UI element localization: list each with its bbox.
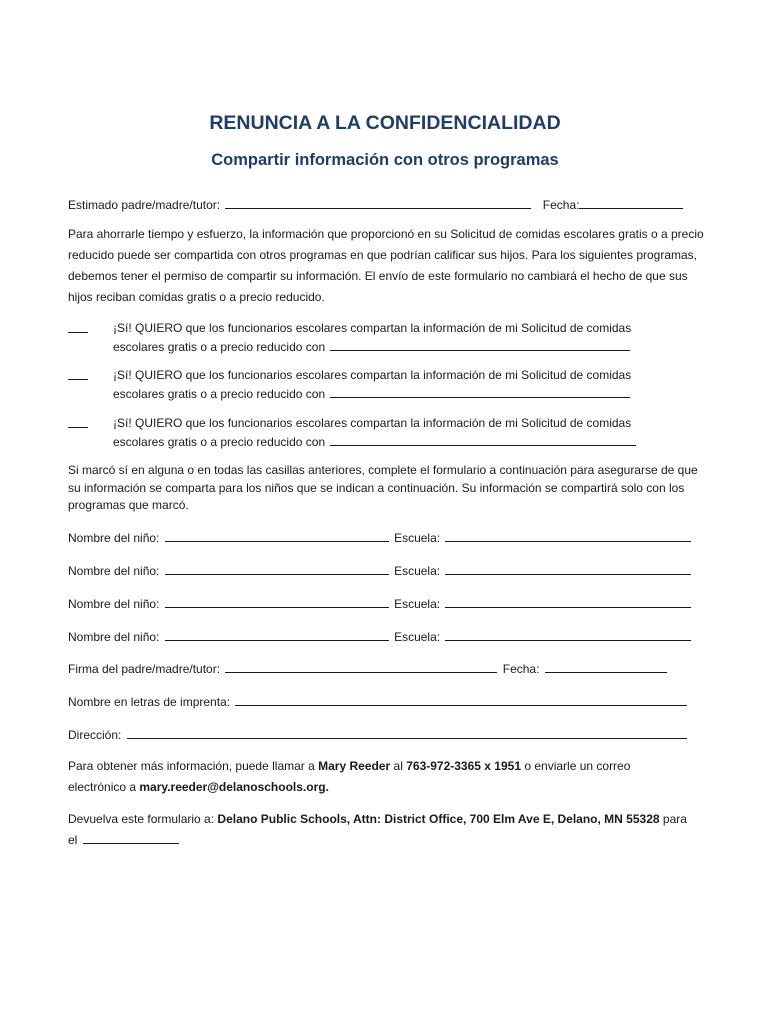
signature-date-field[interactable] <box>545 660 667 673</box>
child-row-4 <box>68 628 693 644</box>
consent-text-3b: escolares gratis o a precio reducido con <box>113 434 326 449</box>
consent-text-1a: ¡Sí! QUIERO que los funcionarios escolares compartan la información de mi Solicitud de comidas <box>113 321 632 335</box>
return-text: para <box>662 812 687 826</box>
consent-checkbox-1[interactable] <box>68 320 88 333</box>
salutation-label: Estimado padre/madre/tutor: <box>68 198 221 212</box>
consent-checkbox-3[interactable] <box>68 415 88 428</box>
address-field[interactable] <box>127 726 687 739</box>
contact-name: Mary Reeder <box>318 759 391 773</box>
child-row-1 <box>68 529 693 545</box>
date-field[interactable] <box>579 196 683 209</box>
guardian-name-field[interactable] <box>225 196 531 209</box>
contact-period: . <box>325 780 329 794</box>
child-name-field-3[interactable] <box>165 595 389 608</box>
address-label: Dirección: <box>68 728 122 742</box>
child-name-label: Nombre del niño: <box>68 597 160 611</box>
school-field-4[interactable] <box>445 628 691 641</box>
child-row-3 <box>68 595 693 611</box>
school-label: Escuela: <box>394 564 441 578</box>
contact-phone: 763-972-3365 x 1951 <box>406 759 521 773</box>
school-label: Escuela: <box>394 630 441 644</box>
signature-field[interactable] <box>225 660 497 673</box>
date-label: Fecha: <box>542 198 580 212</box>
consent-text-2a: ¡Sí! QUIERO que los funcionarios escolares compartan la información de mi Solicitud de comidas <box>113 368 632 382</box>
contact-email-link[interactable]: mary.reeder@delanoschools.org <box>139 780 326 794</box>
consent-checkbox-2[interactable] <box>68 367 88 380</box>
school-label: Escuela: <box>394 597 441 611</box>
address-row <box>68 726 689 742</box>
contact-paragraph <box>68 756 708 798</box>
contact-text: electrónico a <box>68 780 137 794</box>
program-field-3[interactable] <box>330 433 636 446</box>
school-field-3[interactable] <box>445 595 691 608</box>
consent-text-1b: escolares gratis o a precio reducido con <box>113 339 326 354</box>
consent-text-3a: ¡Sí! QUIERO que los funcionarios escolares compartan la información de mi Solicitud de comidas <box>113 416 632 430</box>
salutation-line <box>68 196 685 212</box>
return-date-field[interactable] <box>83 831 179 844</box>
instructions-paragraph: Si marcó sí en alguna o en todas las casillas anteriores, complete el formulario a continuación para asegurarse de que su información se comparta para los niños que se indican a continuación. Su información se compartirá solo con los programas que marcó. <box>68 463 698 512</box>
signature-date-label: Fecha: <box>502 662 540 676</box>
child-name-label: Nombre del niño: <box>68 564 160 578</box>
return-address: Delano Public Schools, Attn: District Office, 700 Elm Ave E, Delano, MN 55328 <box>217 812 660 826</box>
child-name-field-4[interactable] <box>165 628 389 641</box>
child-name-field-1[interactable] <box>165 529 389 542</box>
return-paragraph <box>68 809 708 851</box>
contact-text: o enviarle un correo <box>524 759 631 773</box>
signature-label: Firma del padre/madre/tutor: <box>68 662 221 676</box>
signature-row <box>68 660 669 676</box>
child-name-label: Nombre del niño: <box>68 630 160 644</box>
page-title: RENUNCIA A LA CONFIDENCIALIDAD <box>209 112 561 134</box>
print-name-field[interactable] <box>235 693 687 706</box>
school-field-1[interactable] <box>445 529 691 542</box>
page-subtitle: Compartir información con otros programas <box>211 151 559 169</box>
program-field-2[interactable] <box>330 385 630 398</box>
school-label: Escuela: <box>394 531 441 545</box>
contact-text: al <box>393 759 403 773</box>
child-name-field-2[interactable] <box>165 562 389 575</box>
program-field-1[interactable] <box>330 338 630 351</box>
contact-text: Para obtener más información, puede llamar a <box>68 759 315 773</box>
consent-text-2b: escolares gratis o a precio reducido con <box>113 386 326 401</box>
intro-paragraph: Para ahorrarle tiempo y esfuerzo, la información que proporcionó en su Solicitud de comidas escolares gratis o a precio reducido puede ser compartida con otros programas en que podrían calificar sus hijos. Para los siguientes programas, debemos tener el permiso de compartir su información. El envío de este formulario no cambiará el hecho de que sus hijos reciban comidas gratis o a precio reducido. <box>68 227 704 304</box>
school-field-2[interactable] <box>445 562 691 575</box>
child-name-label: Nombre del niño: <box>68 531 160 545</box>
print-name-label: Nombre en letras de imprenta: <box>68 695 231 709</box>
return-text: el <box>68 833 78 847</box>
return-text: Devuelva este formulario a: <box>68 812 215 826</box>
child-row-2 <box>68 562 693 578</box>
print-name-row <box>68 693 689 709</box>
